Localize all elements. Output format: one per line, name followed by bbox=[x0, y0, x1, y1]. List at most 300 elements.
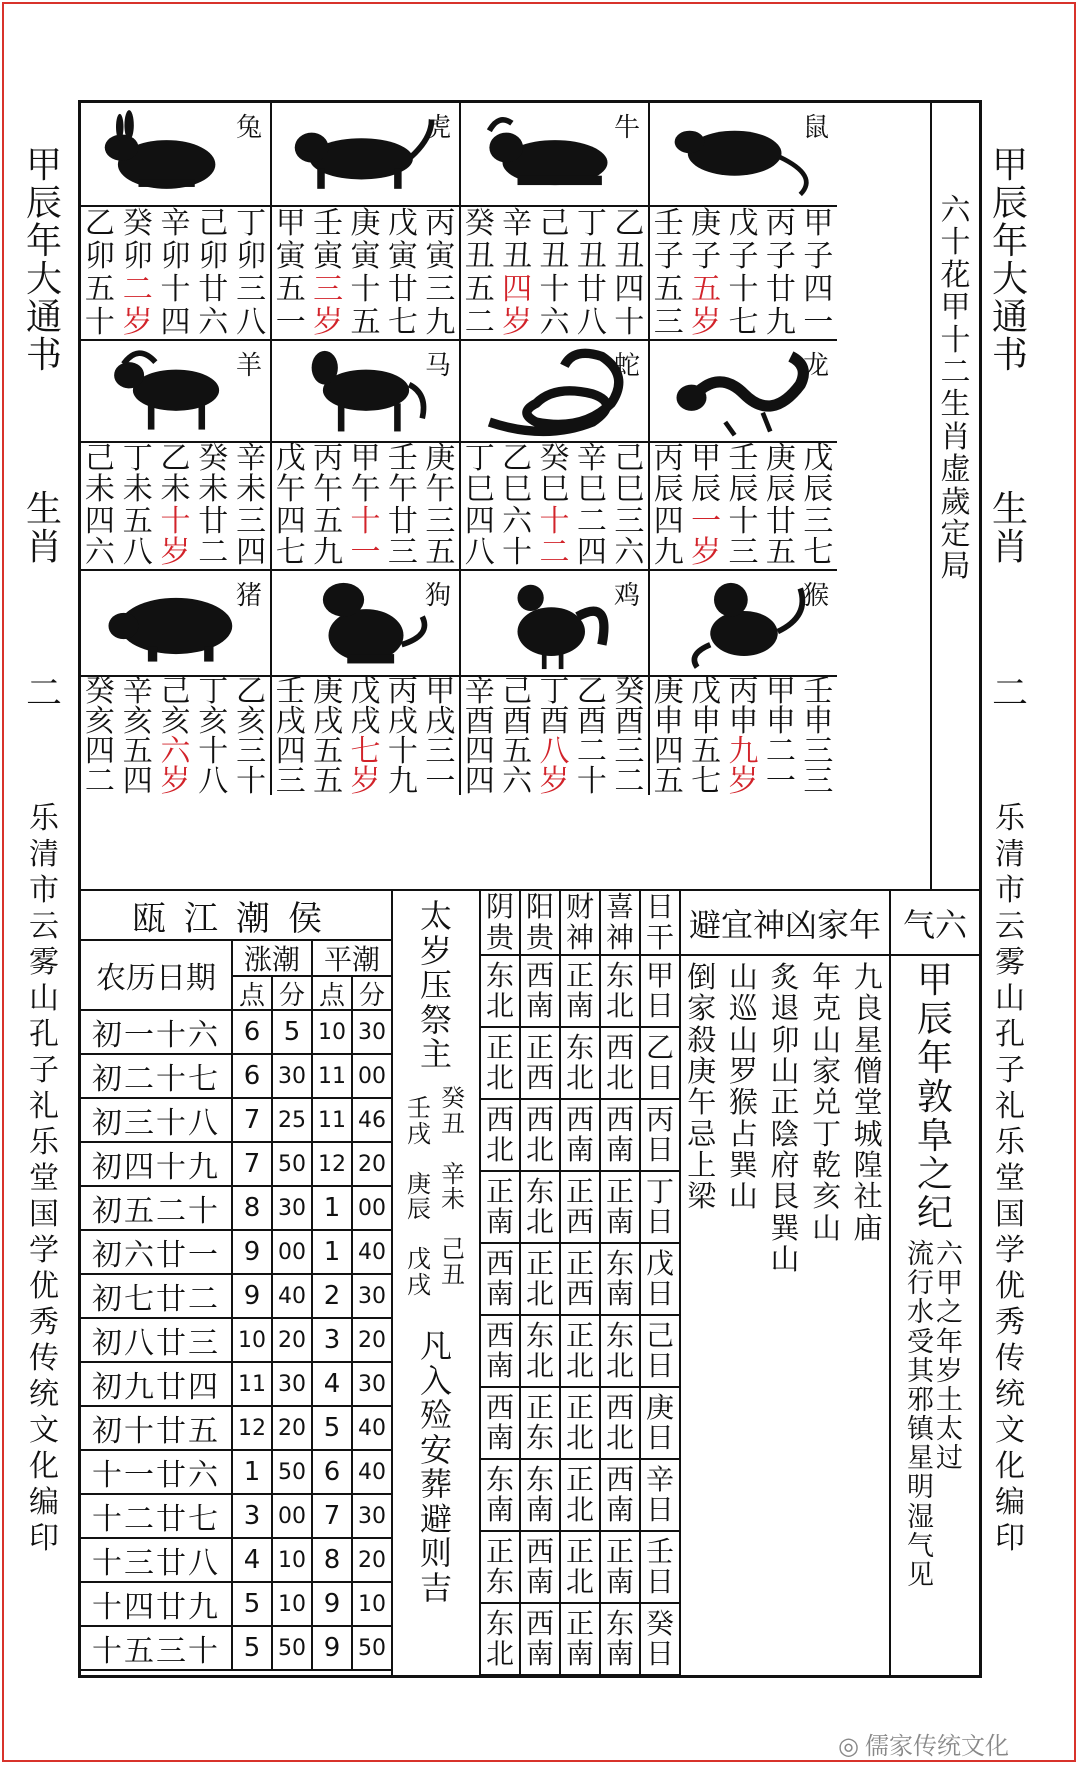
vertical-text bbox=[565, 1030, 594, 1094]
year-char: 三 bbox=[313, 271, 344, 307]
char: 西 bbox=[485, 1318, 514, 1352]
vertical-text bbox=[407, 1093, 431, 1148]
gods-cell bbox=[639, 1244, 679, 1316]
gods-cell bbox=[519, 956, 559, 1028]
tide-time-cell: 50 bbox=[351, 1627, 391, 1671]
char: 乙 bbox=[645, 1030, 674, 1064]
year-char: 寅 bbox=[387, 238, 418, 274]
char: 己 bbox=[645, 1318, 674, 1352]
char: 秀 bbox=[995, 1305, 1025, 1340]
zodiac-picture-cell bbox=[81, 569, 270, 675]
vertical-text bbox=[525, 1246, 554, 1310]
char: 正 bbox=[565, 1606, 594, 1640]
char: 甲 bbox=[916, 960, 953, 1001]
vertical-text bbox=[485, 1102, 514, 1166]
tide-time-cell: 11 bbox=[311, 1099, 351, 1143]
year-char: 酉 bbox=[576, 704, 607, 739]
zodiac-name: 牛 bbox=[613, 113, 640, 143]
tide-date-cell: 十一廿六 bbox=[81, 1451, 231, 1495]
zodiac-picture-cell bbox=[81, 103, 270, 205]
year-char: 四 bbox=[275, 734, 306, 769]
char: 阳 bbox=[525, 890, 554, 924]
char: 纪 bbox=[916, 1193, 953, 1235]
year-column bbox=[232, 440, 270, 571]
char: 东 bbox=[565, 1030, 594, 1064]
year-char: 丑 bbox=[464, 238, 495, 274]
zodiac-years-cell bbox=[459, 205, 648, 339]
tide-time-cell: 12 bbox=[231, 1407, 271, 1451]
vertical-text bbox=[565, 1102, 594, 1166]
char: 九 bbox=[853, 960, 883, 994]
year-char: 巳 bbox=[576, 472, 607, 508]
zodiac-picture-cell bbox=[270, 103, 459, 205]
year-column bbox=[687, 440, 724, 571]
char: 艮 bbox=[770, 1179, 800, 1214]
year-char: 六 bbox=[614, 535, 645, 571]
char: 大 bbox=[25, 259, 62, 300]
char: 化 bbox=[995, 1449, 1025, 1484]
year-char: 廿 bbox=[765, 271, 796, 307]
char: 戌 bbox=[407, 1119, 431, 1148]
char: 太 bbox=[936, 1414, 963, 1446]
gods-cell bbox=[639, 1388, 679, 1460]
year-column bbox=[800, 440, 837, 571]
gods-cell bbox=[519, 1604, 559, 1676]
tide-unit-header: 点 bbox=[231, 977, 271, 1011]
vertical-text bbox=[645, 958, 674, 1022]
char: 丑 bbox=[441, 1261, 465, 1290]
tide-date-cell: 十二廿七 bbox=[81, 1495, 231, 1539]
tide-time-cell: 9 bbox=[231, 1231, 271, 1275]
char: 南 bbox=[525, 1493, 554, 1526]
year-char: 乙 bbox=[614, 205, 645, 241]
year-char: 十 bbox=[728, 503, 759, 539]
year-char: 辰 bbox=[765, 472, 796, 508]
year-char: 丙 bbox=[425, 205, 456, 241]
year-char: 戊 bbox=[691, 674, 722, 709]
main-table bbox=[78, 100, 982, 1678]
gods-cell bbox=[479, 1244, 519, 1316]
char: 西 bbox=[525, 1534, 554, 1568]
gods-cell bbox=[599, 1100, 639, 1172]
year-column bbox=[309, 674, 346, 799]
ox-icon bbox=[480, 109, 630, 208]
year-column bbox=[650, 440, 687, 571]
vertical-text bbox=[645, 1534, 674, 1598]
char: 辛 bbox=[441, 1159, 465, 1188]
year-char: 壬 bbox=[803, 674, 834, 709]
tide-time-cell: 30 bbox=[351, 1011, 391, 1055]
char: 社 bbox=[853, 1179, 883, 1214]
char: 市 bbox=[29, 873, 59, 908]
char: 日 bbox=[645, 1349, 674, 1382]
tide-time-cell: 20 bbox=[271, 1319, 311, 1363]
sixqi-header: 气六 bbox=[889, 891, 979, 956]
tide-time-cell: 9 bbox=[231, 1275, 271, 1319]
char: 受 bbox=[907, 1326, 934, 1358]
year-char: 辛 bbox=[576, 440, 607, 476]
gods-cell bbox=[599, 1388, 639, 1460]
right-side-column bbox=[990, 145, 1030, 1560]
tide-time-cell: 1 bbox=[231, 1451, 271, 1495]
gods-cell bbox=[519, 1100, 559, 1172]
char: 南 bbox=[525, 989, 554, 1022]
tide-time-cell: 10 bbox=[271, 1583, 311, 1627]
yearly-column bbox=[812, 956, 841, 1244]
char: 甲 bbox=[936, 1268, 963, 1300]
year-char: 八 bbox=[539, 734, 570, 769]
year-char: 酉 bbox=[502, 704, 533, 739]
char: 山 bbox=[770, 1053, 800, 1088]
char: 山 bbox=[728, 1179, 758, 1214]
vertical-text bbox=[645, 1318, 674, 1382]
char: 北 bbox=[565, 1493, 594, 1526]
vertical-text bbox=[605, 1534, 634, 1598]
year-char: 七 bbox=[350, 734, 381, 769]
year-char: 七 bbox=[387, 304, 418, 340]
year-char: 四 bbox=[653, 734, 684, 769]
year-char: 六 bbox=[84, 535, 115, 571]
char: 北 bbox=[565, 1349, 594, 1382]
zodiac-picture-cell bbox=[459, 339, 648, 441]
char: 年 bbox=[991, 221, 1028, 262]
gods-cell bbox=[559, 956, 599, 1028]
vertical-text bbox=[565, 1606, 594, 1670]
zodiac-picture-cell bbox=[648, 103, 837, 205]
year-column bbox=[157, 207, 195, 339]
year-char: 五 bbox=[653, 764, 684, 799]
year-char: 四 bbox=[464, 503, 495, 539]
char: 之 bbox=[916, 1154, 953, 1196]
char: 僧 bbox=[853, 1053, 883, 1088]
taisui-column bbox=[391, 891, 479, 1677]
zodiac-name: 虎 bbox=[424, 113, 451, 143]
char: 土 bbox=[936, 1384, 963, 1416]
tide-high-header: 涨潮 bbox=[231, 941, 311, 977]
year-char: 廿 bbox=[198, 271, 229, 307]
char: 退 bbox=[770, 991, 800, 1026]
char: 年 bbox=[812, 960, 842, 994]
char: 西 bbox=[565, 1277, 594, 1310]
gods-cell bbox=[479, 1460, 519, 1532]
char: 北 bbox=[485, 989, 514, 1022]
char: 水 bbox=[907, 1297, 934, 1329]
vertical-text bbox=[645, 1102, 674, 1166]
char: 丁 bbox=[812, 1116, 842, 1151]
vertical-text bbox=[525, 1174, 554, 1238]
char: 孔 bbox=[995, 1017, 1025, 1052]
year-column bbox=[422, 207, 459, 339]
year-column bbox=[725, 674, 762, 799]
char: 雾 bbox=[995, 945, 1025, 980]
year-char: 五 bbox=[313, 734, 344, 769]
char: 北 bbox=[605, 989, 634, 1022]
year-char: 庚 bbox=[425, 440, 456, 476]
year-char: 廿 bbox=[387, 503, 418, 539]
char: 兑 bbox=[812, 1085, 842, 1120]
year-char: 六 bbox=[160, 734, 191, 769]
year-char: 乙 bbox=[160, 440, 191, 476]
year-column bbox=[762, 440, 799, 571]
year-char: 己 bbox=[198, 205, 229, 241]
char: 二 bbox=[940, 354, 971, 390]
vertical-text bbox=[565, 1174, 594, 1238]
char: 其 bbox=[907, 1355, 934, 1387]
year-char: 三 bbox=[236, 734, 267, 769]
char: 生 bbox=[940, 387, 971, 423]
char: 优 bbox=[995, 1269, 1025, 1304]
tide-time-cell: 7 bbox=[311, 1495, 351, 1539]
year-char: 庚 bbox=[691, 205, 722, 241]
char: 占 bbox=[728, 1116, 758, 1151]
year-char: 戊 bbox=[803, 440, 834, 476]
year-char: 申 bbox=[728, 704, 759, 739]
year-column bbox=[232, 674, 270, 799]
char: 北 bbox=[485, 1637, 514, 1670]
year-char: 乙 bbox=[576, 674, 607, 709]
char: 学 bbox=[995, 1233, 1025, 1268]
char: 西 bbox=[605, 1030, 634, 1064]
year-column bbox=[611, 207, 648, 339]
char: 年 bbox=[916, 1037, 953, 1079]
char: 南 bbox=[605, 1277, 634, 1310]
char: 城 bbox=[853, 1116, 883, 1151]
year-char: 巳 bbox=[502, 472, 533, 508]
tide-time-cell: 6 bbox=[231, 1055, 271, 1099]
char: 之 bbox=[936, 1297, 963, 1329]
tide-time-cell: 6 bbox=[231, 1011, 271, 1055]
zodiac-name: 羊 bbox=[235, 351, 262, 381]
tide-time-cell: 9 bbox=[311, 1627, 351, 1671]
char: 肖 bbox=[940, 419, 971, 455]
gods-cell bbox=[559, 1460, 599, 1532]
char: 星 bbox=[907, 1443, 934, 1475]
char: 西 bbox=[485, 1102, 514, 1136]
tide-time-cell: 30 bbox=[271, 1363, 311, 1407]
year-char: 廿 bbox=[198, 503, 229, 539]
year-char: 四 bbox=[614, 271, 645, 307]
zodiac-years-cell bbox=[270, 205, 459, 339]
char: 传 bbox=[995, 1341, 1025, 1376]
char: 西 bbox=[525, 1606, 554, 1640]
year-char: 四 bbox=[84, 503, 115, 539]
gods-cell bbox=[559, 1532, 599, 1604]
tide-time-cell: 20 bbox=[351, 1143, 391, 1187]
year-char: 癸 bbox=[122, 205, 153, 241]
year-column bbox=[687, 207, 724, 339]
char: 十 bbox=[940, 225, 971, 261]
year-char: 四 bbox=[275, 503, 306, 539]
char: 镇 bbox=[907, 1414, 934, 1446]
left-side-column bbox=[24, 145, 64, 1560]
vertical-text bbox=[485, 1030, 514, 1094]
year-char: 寅 bbox=[425, 238, 456, 274]
char: 西 bbox=[565, 1205, 594, 1238]
year-char: 十 bbox=[728, 271, 759, 307]
char: 礼 bbox=[29, 1089, 59, 1124]
year-char: 二 bbox=[614, 764, 645, 799]
vertical-text bbox=[485, 1462, 514, 1526]
char: 巽 bbox=[770, 1210, 800, 1245]
left-side-credit bbox=[29, 801, 59, 1560]
zodiac-years-cell bbox=[648, 441, 837, 569]
tide-time-cell: 2 bbox=[311, 1275, 351, 1319]
year-char: 午 bbox=[387, 472, 418, 508]
vertical-text bbox=[485, 1390, 514, 1454]
tide-time-cell: 00 bbox=[271, 1495, 311, 1539]
vertical-text bbox=[907, 1240, 934, 1590]
vertical-text bbox=[407, 1247, 431, 1299]
year-char: 一 bbox=[803, 304, 834, 340]
year-column bbox=[119, 440, 157, 571]
char: 东 bbox=[485, 1565, 514, 1598]
char: 吉 bbox=[419, 1569, 452, 1607]
tide-time-cell: 10 bbox=[351, 1583, 391, 1627]
vertical-text bbox=[729, 962, 758, 1213]
char: 日 bbox=[645, 1277, 674, 1310]
char: 云 bbox=[29, 909, 59, 944]
vertical-text bbox=[565, 1390, 594, 1454]
char: 东 bbox=[525, 1318, 554, 1352]
char: 山 bbox=[812, 1210, 842, 1245]
tide-time-cell: 5 bbox=[231, 1627, 271, 1671]
char: 辰 bbox=[25, 183, 62, 224]
gods-cell bbox=[479, 1388, 519, 1460]
tide-time-cell: 40 bbox=[351, 1231, 391, 1275]
char: 乐 bbox=[995, 1125, 1025, 1160]
vertical-text bbox=[525, 1606, 554, 1670]
tide-date-cell: 初一十六 bbox=[81, 1011, 231, 1055]
year-char: 寅 bbox=[350, 238, 381, 274]
char: 国 bbox=[995, 1197, 1025, 1232]
year-column bbox=[650, 674, 687, 799]
year-char: 子 bbox=[765, 238, 796, 274]
char: 戊 bbox=[407, 1245, 431, 1274]
gods-cell bbox=[479, 1172, 519, 1244]
tide-date-cell: 初六廿一 bbox=[81, 1231, 231, 1275]
gods-cell bbox=[639, 1028, 679, 1100]
char: 统 bbox=[995, 1377, 1025, 1412]
char: 庚 bbox=[687, 1053, 717, 1088]
char: 梁 bbox=[687, 1179, 717, 1214]
vertical-text bbox=[441, 1237, 465, 1299]
left-side-sub bbox=[25, 489, 62, 568]
right-side-sub bbox=[991, 489, 1028, 568]
year-column bbox=[194, 207, 232, 339]
taisui-inner bbox=[393, 891, 479, 1606]
year-char: 壬 bbox=[313, 205, 344, 241]
char: 东 bbox=[485, 1606, 514, 1640]
year-column bbox=[272, 440, 309, 571]
year-char: 丁 bbox=[539, 674, 570, 709]
char: 见 bbox=[907, 1559, 934, 1591]
vertical-text bbox=[645, 1246, 674, 1310]
left-side-num bbox=[25, 673, 62, 714]
year-char: 十 bbox=[576, 764, 607, 799]
year-column bbox=[762, 207, 799, 339]
gods-cell bbox=[599, 956, 639, 1028]
char: 倒 bbox=[687, 960, 717, 994]
year-column bbox=[157, 440, 195, 571]
year-char: 四 bbox=[84, 734, 115, 769]
year-char: 午 bbox=[275, 472, 306, 508]
year-char: 午 bbox=[350, 472, 381, 508]
watermark bbox=[838, 1726, 1009, 1761]
year-char: 十 bbox=[84, 304, 115, 340]
year-char: 亥 bbox=[198, 704, 229, 739]
year-char: 七 bbox=[275, 535, 306, 571]
char: 则 bbox=[419, 1534, 452, 1573]
year-char: 三 bbox=[387, 535, 418, 571]
char: 忌 bbox=[687, 1116, 717, 1151]
tide-time-cell: 5 bbox=[271, 1011, 311, 1055]
gods-cell bbox=[599, 1244, 639, 1316]
char: 南 bbox=[605, 1133, 634, 1166]
char: 山 bbox=[770, 1241, 800, 1276]
year-char: 戌 bbox=[425, 704, 456, 739]
year-char: 五 bbox=[313, 503, 344, 539]
year-column bbox=[611, 674, 648, 799]
year-char: 卯 bbox=[198, 238, 229, 274]
zodiac-name: 狗 bbox=[424, 581, 451, 611]
char: 化 bbox=[29, 1449, 59, 1484]
char: 印 bbox=[29, 1521, 59, 1556]
year-char: 二 bbox=[539, 535, 570, 571]
zodiac-name: 鼠 bbox=[802, 113, 829, 143]
char: 东 bbox=[485, 958, 514, 992]
taisui-pair bbox=[407, 1159, 465, 1224]
zodiac-title bbox=[941, 195, 971, 889]
char: 贵 bbox=[525, 920, 554, 954]
year-char: 亥 bbox=[84, 704, 115, 739]
char: 湿 bbox=[907, 1501, 934, 1533]
tide-time-cell: 30 bbox=[351, 1363, 391, 1407]
year-char: 辛 bbox=[236, 440, 267, 476]
gods-cell bbox=[599, 1316, 639, 1388]
char: 北 bbox=[525, 1133, 554, 1166]
char: 正 bbox=[605, 1534, 634, 1568]
year-char: 四 bbox=[160, 304, 191, 340]
char: 歲 bbox=[940, 484, 971, 520]
year-char: 二 bbox=[765, 734, 796, 769]
sixqi-lines bbox=[907, 1240, 963, 1590]
year-char: 八 bbox=[236, 304, 267, 340]
char: 国 bbox=[29, 1197, 59, 1232]
year-char: 丙 bbox=[387, 674, 418, 709]
char: 云 bbox=[995, 909, 1025, 944]
vertical-text bbox=[565, 1462, 594, 1526]
year-column bbox=[422, 440, 459, 571]
year-char: 戊 bbox=[350, 674, 381, 709]
char: 正 bbox=[525, 1246, 554, 1280]
tide-date-cell: 初四十九 bbox=[81, 1143, 231, 1187]
tide-date-cell: 十四廿九 bbox=[81, 1583, 231, 1627]
char: 干 bbox=[645, 920, 674, 954]
year-char: 二 bbox=[198, 535, 229, 571]
vertical-text bbox=[485, 958, 514, 1022]
year-column bbox=[347, 207, 384, 339]
char: 气 bbox=[907, 1530, 934, 1562]
year-char: 甲 bbox=[765, 674, 796, 709]
year-char: 己 bbox=[614, 440, 645, 476]
vertical-text bbox=[565, 958, 594, 1022]
vertical-text bbox=[605, 1246, 634, 1310]
year-char: 子 bbox=[728, 238, 759, 274]
char: 市 bbox=[995, 873, 1025, 908]
char: 南 bbox=[485, 1421, 514, 1454]
zodiac-name: 马 bbox=[424, 351, 451, 381]
tide-time-cell: 40 bbox=[271, 1275, 311, 1319]
